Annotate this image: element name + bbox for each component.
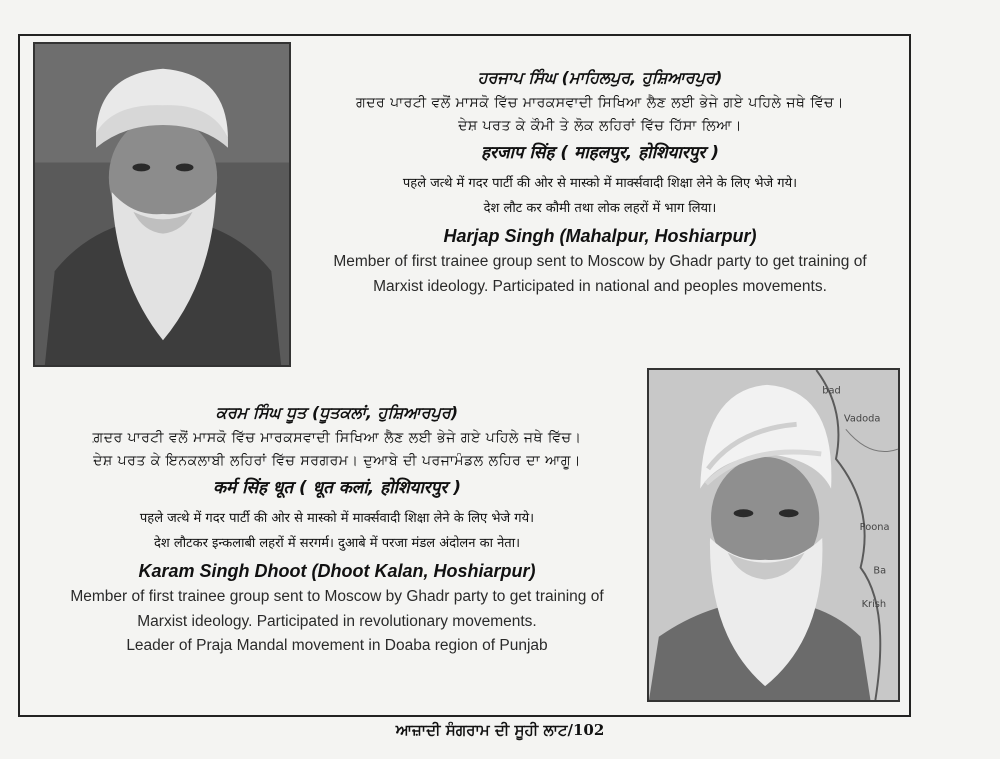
harjap-singh-photo bbox=[33, 42, 291, 367]
english-line: Member of first trainee group sent to Moscow by Ghadr party to get training of bbox=[333, 253, 867, 270]
page-footer: ਆਜ਼ਾਦੀ ਸੰਗਰਾਮ ਦੀ ਸੂਹੀ ਲਾਟ/102 bbox=[395, 721, 605, 739]
harjap-singh-caption bbox=[300, 64, 900, 294]
punjabi-line: ਗ਼ਦਰ ਪਾਰਟੀ ਵਲੋਂ ਮਾਸਕੋ ਵਿੱਚ ਮਾਰਕਸਵਾਦੀ ਸਿਖਿਆ ਲੈਣ ਲਈ ਭੇਜੇ ਗਏ ਪਹਿਲੇ ਜਥੇ ਵਿੱਚ। bbox=[92, 430, 582, 446]
english-line: Member of first trainee group sent to Moscow by Ghadr party to get training of bbox=[70, 588, 604, 605]
punjabi-name: ਕਰਮ ਸਿੰਘ ਧੂਤ (ਧੂਤਕਲਾਂ, ਹੁਸ਼ਿਆਰਪੁਰ) bbox=[215, 403, 459, 422]
hindi-line: पहले जत्थे में गदर पार्टी की ओर से मास्को में मार्क्सवादी शिक्षा लेने के लिए भेजे गये। bbox=[139, 511, 535, 526]
map-label: Ba bbox=[873, 565, 887, 577]
hindi-line: पहले जत्थे में गदर पार्टी की ओर से मास्को में मार्क्सवादी शिक्षा लेने के लिए भेजे गये। bbox=[402, 176, 798, 191]
punjabi-line: ਗਦਰ ਪਾਰਟੀ ਵਲੋਂ ਮਾਸਕੋ ਵਿੱਚ ਮਾਰਕਸਵਾਦੀ ਸਿਖਿਆ ਲੈਣ ਲਈ ਭੇਜੇ ਗਏ ਪਹਿਲੇ ਜਥੇ ਵਿੱਚ। bbox=[355, 95, 844, 111]
karam-singh-dhoot-photo bbox=[647, 368, 900, 702]
hindi-name: कर्म सिंह धूत ( धूत कलां, होशियारपुर ) bbox=[212, 478, 462, 498]
hindi-name: हरजाप सिंह ( माहलपुर, होशियारपुर ) bbox=[480, 143, 720, 163]
punjabi-line: ਦੇਸ਼ ਪਰਤ ਕੇ ਇਨਕਲਾਬੀ ਲਹਿਰਾਂ ਵਿੱਚ ਸਰਗਰਮ। ਦੁਆਬੇ ਦੀ ਪਰਜਾਮੰਡਲ ਲਹਿਰ ਦਾ ਆਗੂ। bbox=[93, 453, 581, 469]
map-label: bad bbox=[822, 385, 841, 397]
english-name: Harjap Singh (Mahalpur, Hoshiarpur) bbox=[443, 226, 757, 246]
karam-singh-dhoot-caption bbox=[30, 405, 644, 654]
english-line: Marxist ideology. Participated in revolutionary movements. bbox=[137, 612, 537, 630]
hindi-line: देश लौटकर इन्कलाबी लहरों में सरगर्म। दुआबे में परजा मंडल अंदोलन का नेता। bbox=[154, 536, 520, 551]
english-name: Karam Singh Dhoot (Dhoot Kalan, Hoshiarpur) bbox=[138, 561, 536, 581]
map-label: Krish bbox=[861, 599, 887, 611]
english-line: Marxist ideology. Participated in national and peoples movements. bbox=[373, 277, 827, 295]
map-label: Poona bbox=[859, 522, 890, 534]
punjabi-name: ਹਰਜਾਪ ਸਿੰਘ (ਮਾਹਿਲਪੁਰ, ਹੁਸ਼ਿਆਰਪੁਰ) bbox=[477, 68, 723, 87]
punjabi-line: ਦੇਸ਼ ਪਰਤ ਕੇ ਕੌਮੀ ਤੇ ਲੋਕ ਲਹਿਰਾਂ ਵਿੱਚ ਹਿੱਸਾ ਲਿਆ। bbox=[458, 118, 742, 134]
map-label: Vadoda bbox=[843, 413, 881, 425]
hindi-line: देश लौट कर कौमी तथा लोक लहरों में भाग लिया। bbox=[483, 201, 717, 216]
english-line: Leader of Praja Mandal movement in Doaba region of Punjab bbox=[126, 637, 548, 654]
